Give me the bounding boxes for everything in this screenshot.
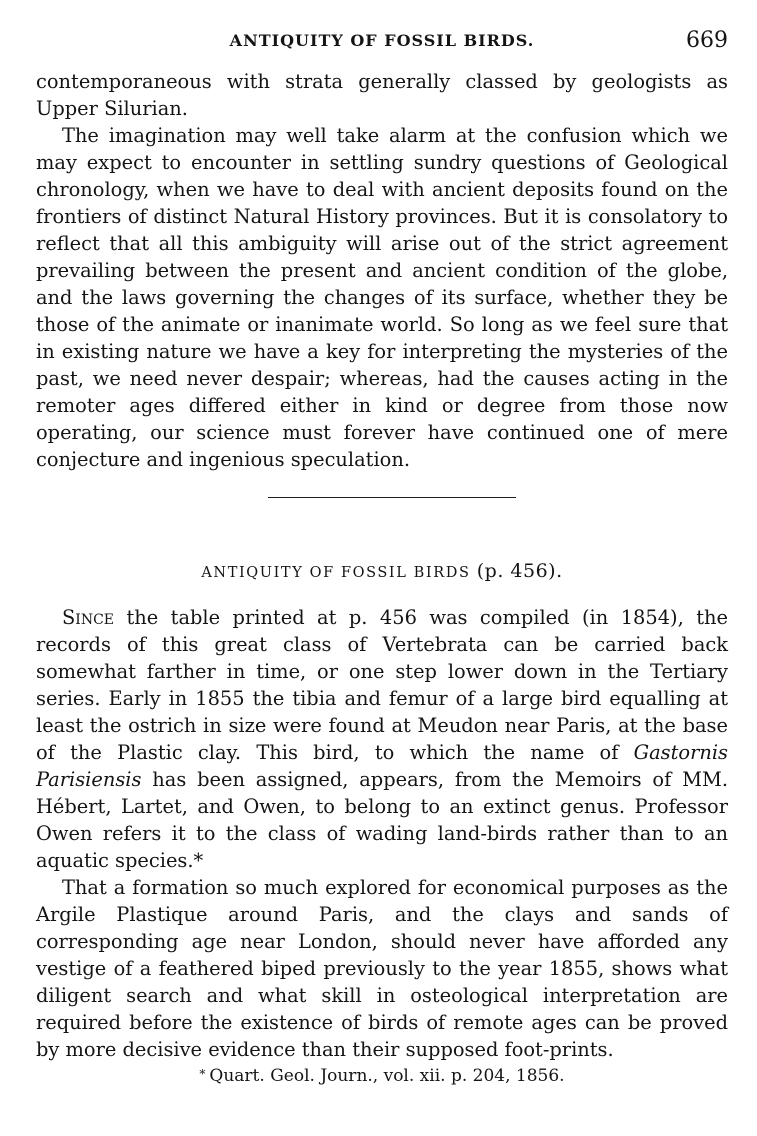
lead-word: Since	[62, 606, 114, 629]
section-divider	[268, 497, 516, 498]
section-heading-title: ANTIQUITY OF FOSSIL BIRDS	[201, 565, 471, 581]
page-number: 669	[686, 28, 728, 53]
footnote-text: Quart. Geol. Journ., vol. xii. p. 204, 1856.	[209, 1066, 565, 1086]
section-heading	[36, 560, 728, 582]
paragraph-since-text-2: has been assigned, appears, from the Memoirs of MM. Hébert, Lartet, and Owen, to belong to an extinct genus. Professor Owen refers it to the class of wading land-birds rather than to an aquatic species.*	[36, 768, 728, 872]
footnote	[36, 1066, 728, 1086]
running-title: ANTIQUITY OF FOSSIL BIRDS.	[229, 31, 535, 50]
section-heading-page-ref: (p. 456).	[476, 560, 563, 582]
species-name: Gastornis Parisiensis	[36, 741, 728, 791]
top-text-block	[36, 68, 728, 473]
paragraph-formation: That a formation so much explored for economical purposes as the Argile Plastique around Paris, and the clays and sands of corresponding age near London, should never have afforded any vestige of a feathered biped previously to the year 1855, shows what diligent search and what skill in osteological interpretation are required before the existence of birds of remote ages can be proved by more decisive evidence than their supposed foot-prints.	[36, 876, 728, 1061]
paragraph-continuation: contemporaneous with strata generally classed by geologists as Upper Silurian.	[36, 70, 728, 120]
paragraph-since-text-1: the table printed at p. 456 was compiled (in 1854), the records of this great class of Vertebrata can be carried back somewhat farther in time, or one step lower down in the Tertiary series. Early in 1855 the tibia and femur of a large bird equalling at least the ostrich in size were found at Meudon near Paris, at the base of the Plastic clay. This bird, to which the name of	[36, 606, 728, 764]
footnote-mark: *	[199, 1067, 206, 1081]
bottom-text-block	[36, 604, 728, 1063]
running-head	[36, 28, 728, 58]
paragraph-since	[36, 604, 728, 874]
paragraph-imagination: The imagination may well take alarm at the confusion which we may expect to encounter in settling sundry questions of Geological chronology, when we have to deal with ancient deposits found on the frontiers of distinct Natural History provinces. But it is consolatory to reflect that all this ambiguity will arise out of the strict agreement prevailing between the present and ancient condition of the globe, and the laws governing the changes of its surface, whether they be those of the animate or inanimate world. So long as we feel sure that in existing nature we have a key for interpreting the mysteries of the past, we need never despair; whereas, had the causes acting in the remoter ages differed either in kind or degree from those now operating, our science must forever have continued one of mere conjecture and ingenious speculation.	[36, 124, 728, 471]
